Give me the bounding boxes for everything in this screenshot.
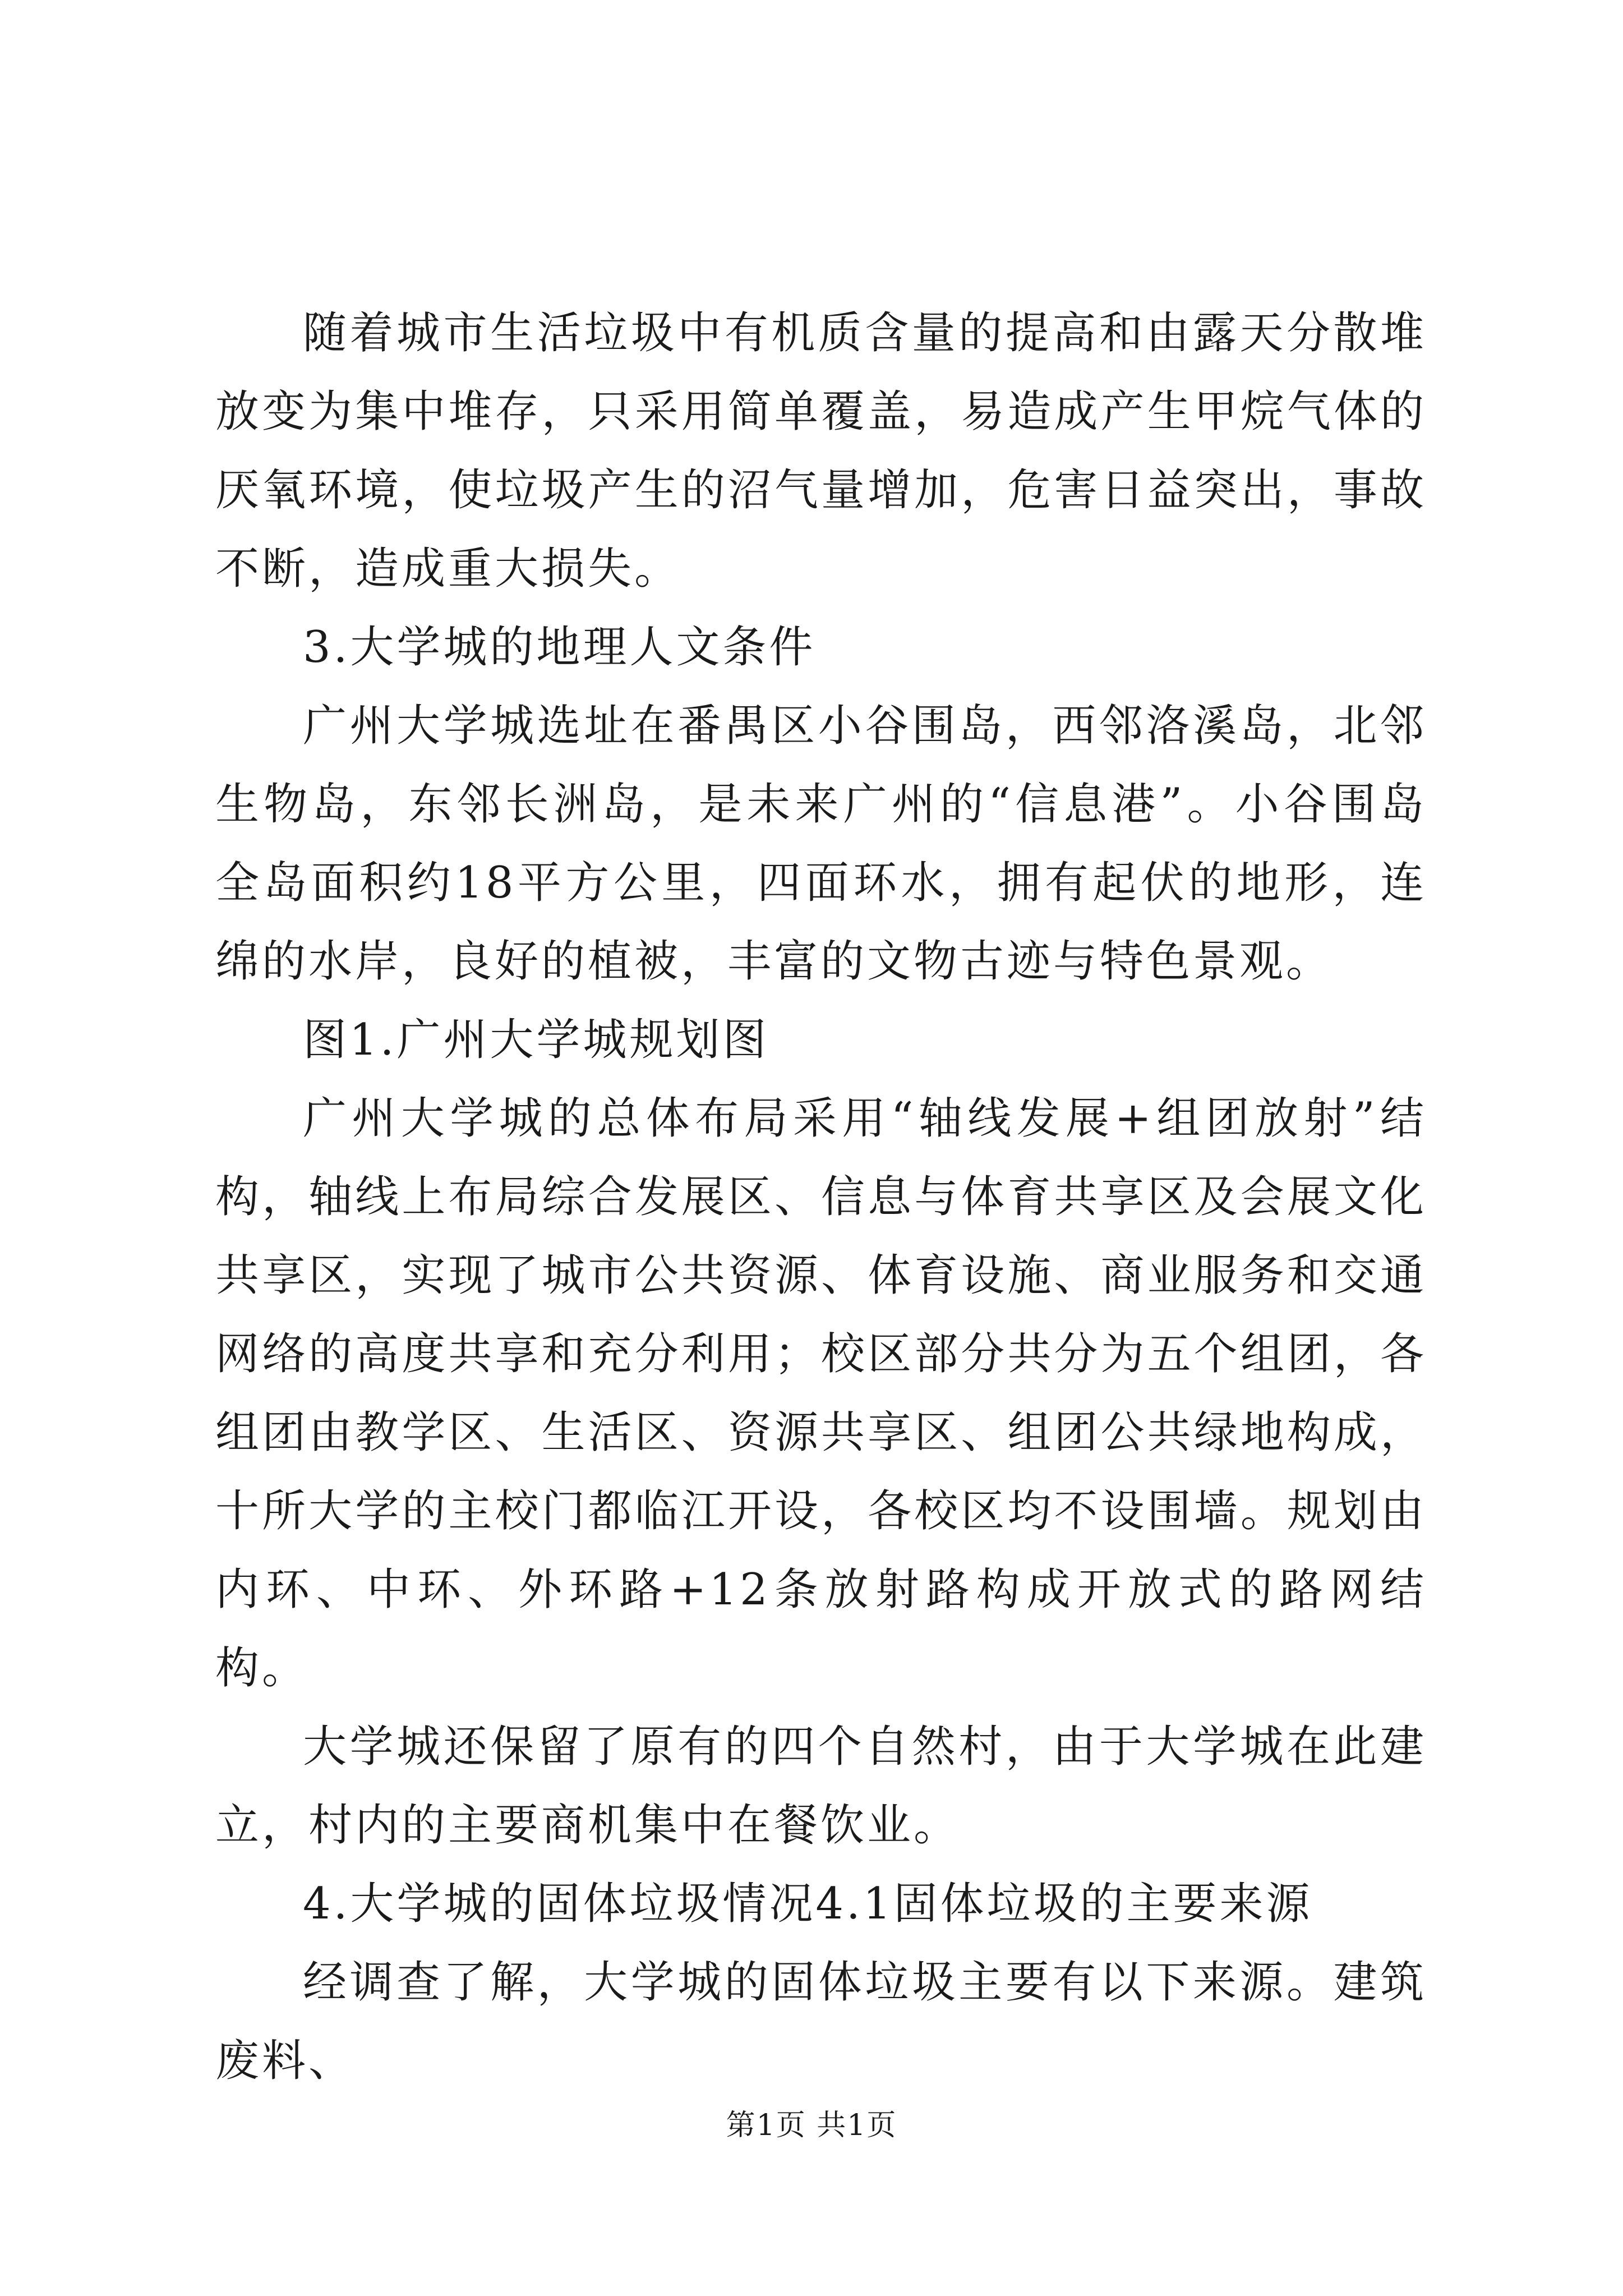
document-body [215,294,1427,2100]
section-heading-geography: 3.大学城的地理人文条件 [303,622,816,673]
paragraph-waste-sources: 经调查了解，大学城的固体垃圾主要有以下来源。建筑废料、 [215,1957,1427,2086]
paragraph-landfill-gas: 随着城市生活垃圾中有机质含量的提高和由露天分散堆放变为集中堆存，只采用简单覆盖，易造成产生甲烷气体的厌氧环境，使垃圾产生的沼气量增加，危害日益突出，事故不断，造成重大损失。 [215,308,1427,594]
paragraph-location: 广州大学城选址在番禺区小谷围岛，西邻洛溪岛，北邻生物岛，东邻长洲岛，是未来广州的“信息港”。小谷围岛全岛面积约18平方公里，四面环水，拥有起伏的地形，连绵的水岸，良好的植被，丰富的文物古迹与特色景观。 [215,701,1427,987]
page-footer: 第1页 共1页 [726,2109,897,2142]
paragraph-villages: 大学城还保留了原有的四个自然村，由于大学城在此建立，村内的主要商机集中在餐饮业。 [215,1722,1427,1851]
figure-caption: 图1.广州大学城规划图 [303,1015,769,1065]
section-heading-solid-waste: 4.大学城的固体垃圾情况4.1固体垃圾的主要来源 [303,1879,1313,1929]
paragraph-layout: 广州大学城的总体布局采用“轴线发展+组团放射”结构，轴线上布局综合发展区、信息与体育共享区及会展文化共享区，实现了城市公共资源、体育设施、商业服务和交通网络的高度共享和充分利用；校区部分共分为五个组团，各组团由教学区、生活区、资源共享区、组团公共绿地构成，十所大学的主校门都临江开设，各校区均不设围墙。规划由内环、中环、外环路+12条放射路构成开放式的路网结构。 [215,1093,1427,1694]
